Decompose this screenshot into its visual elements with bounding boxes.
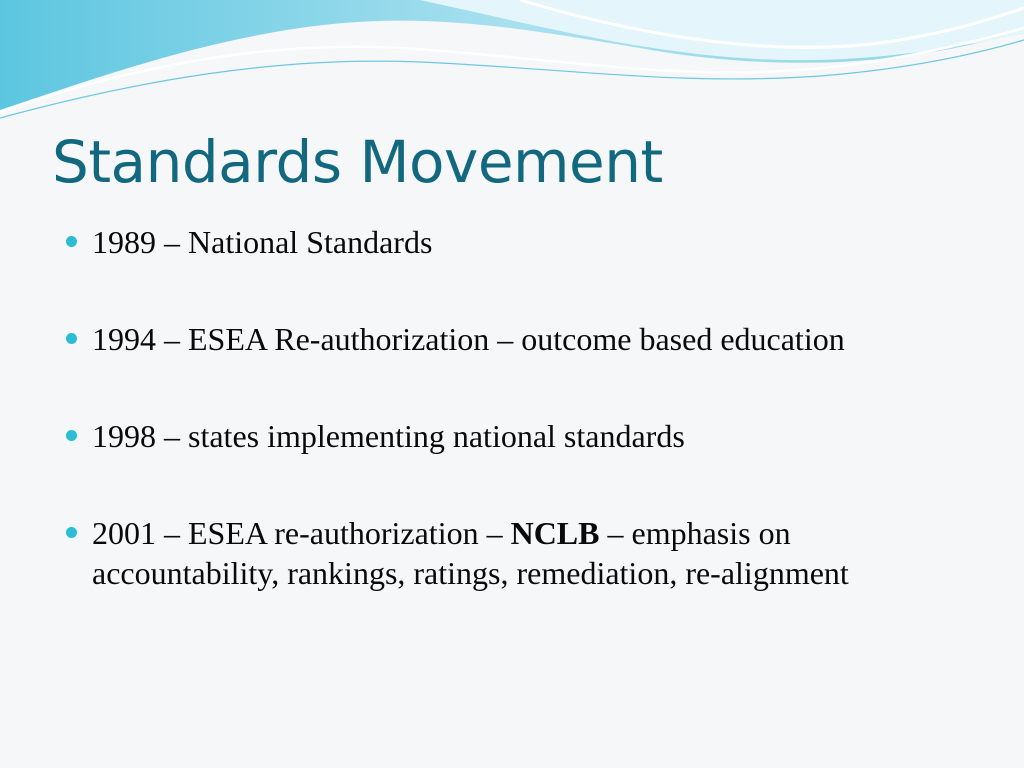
slide-title: Standards Movement	[52, 128, 663, 196]
bullet-text: 1994 – ESEA Re-authorization – outcome based education	[92, 321, 845, 357]
bullet-dot-icon	[66, 527, 77, 538]
bullet-dot-icon	[66, 430, 77, 441]
bullet-text-suffix: – emphasis on accountability, rankings, ratings, remediation, re-alignment	[92, 515, 849, 591]
bullet-dot-icon	[66, 236, 77, 247]
header-wave-decoration	[0, 0, 1024, 130]
bullet-item	[64, 416, 944, 456]
bullet-text-prefix: 2001 – ESEA re-authorization –	[92, 515, 511, 551]
bullet-text: 1989 – National Standards	[92, 224, 433, 260]
bullet-item	[64, 513, 944, 593]
bullet-item	[64, 222, 944, 262]
bullet-text: 1998 – states implementing national standards	[92, 418, 685, 454]
bullet-dot-icon	[66, 333, 77, 344]
bullet-item	[64, 319, 944, 359]
bullet-text-emphasis: NCLB	[510, 515, 600, 551]
bullet-list	[64, 222, 944, 650]
